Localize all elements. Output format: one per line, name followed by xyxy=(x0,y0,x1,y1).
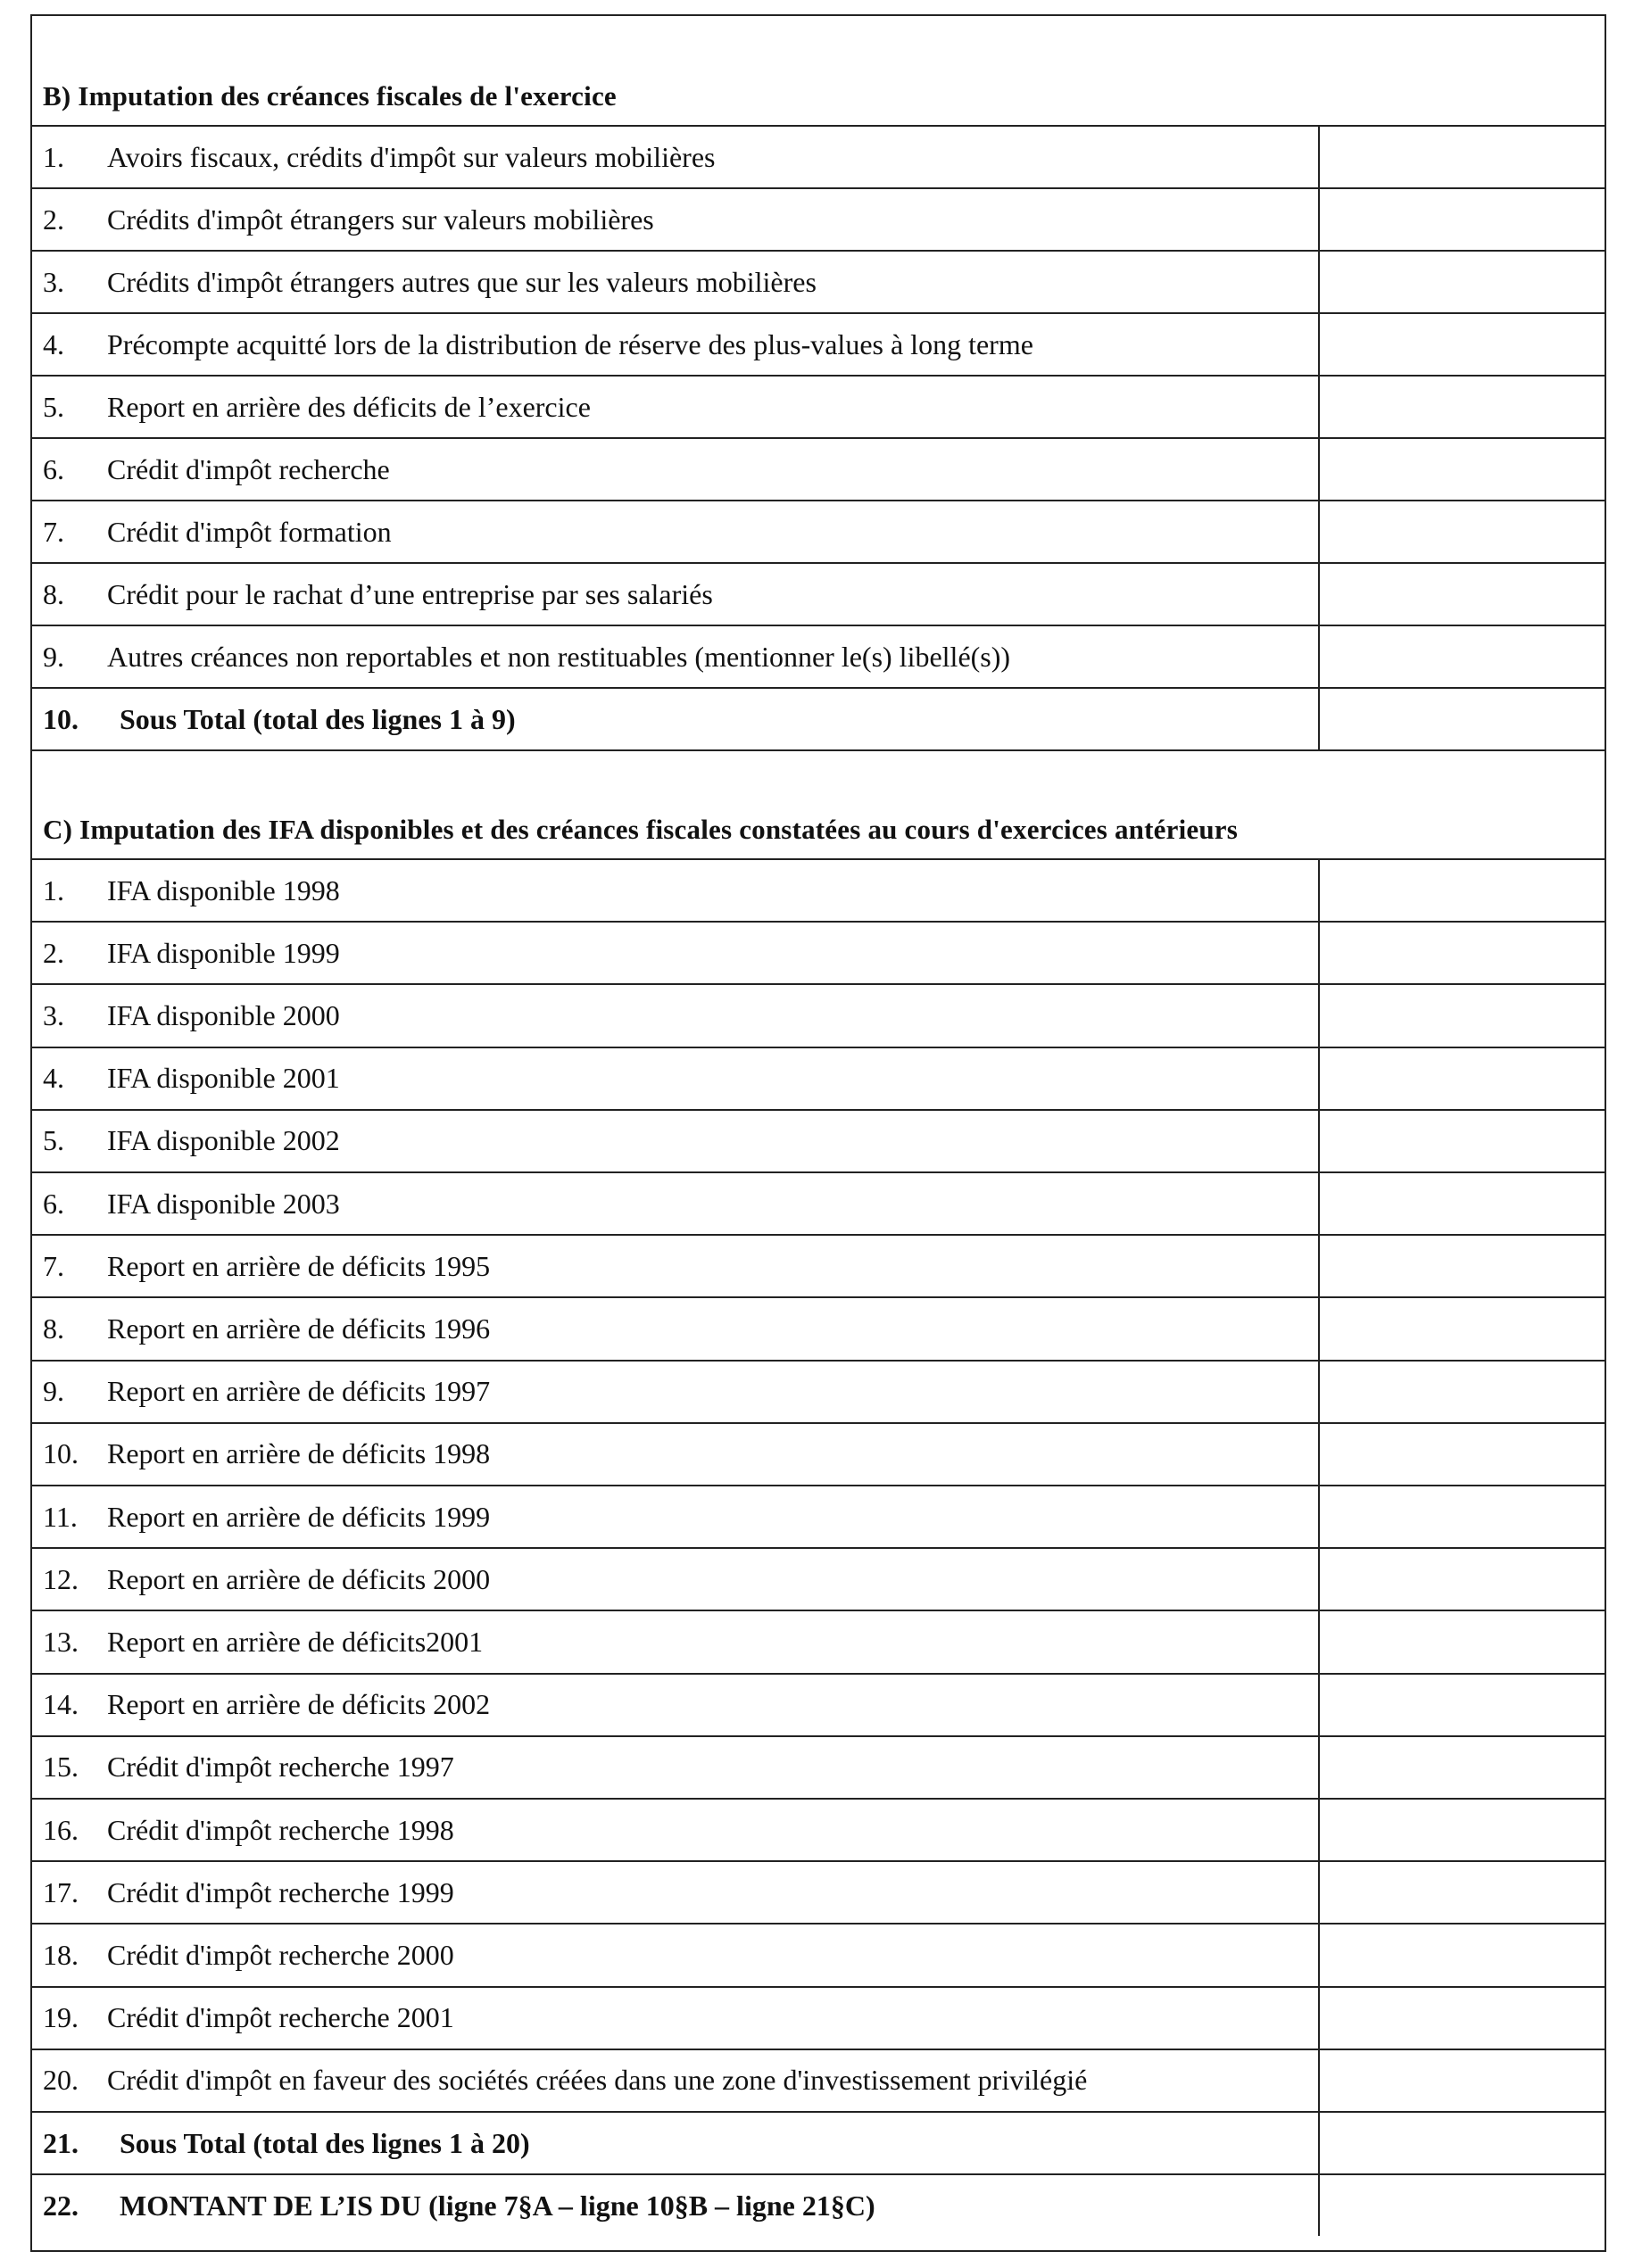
row-label xyxy=(32,439,1318,500)
amount-cell[interactable] xyxy=(1318,1862,1605,1923)
amount-cell[interactable] xyxy=(1318,314,1605,375)
amount-cell[interactable] xyxy=(1318,252,1605,312)
amount-cell[interactable] xyxy=(1318,1988,1605,2049)
row-number: 1. xyxy=(43,140,64,173)
total-row xyxy=(32,687,1605,749)
row-label xyxy=(32,689,1318,749)
row-label xyxy=(32,985,1318,1046)
table-row xyxy=(32,1360,1605,1422)
amount-cell[interactable] xyxy=(1318,626,1605,687)
table-row xyxy=(32,250,1605,312)
table-row xyxy=(32,1798,1605,1860)
row-text: Report en arrière des déficits de l’exercice xyxy=(107,390,591,423)
amount-cell[interactable] xyxy=(1318,1549,1605,1610)
row-text: Crédit d'impôt recherche 1998 xyxy=(107,1813,454,1846)
row-label xyxy=(32,1048,1318,1109)
row-text: Crédit pour le rachat d’une entreprise par ses salariés xyxy=(107,577,713,610)
row-text: Crédit d'impôt recherche 2001 xyxy=(107,2001,454,2034)
row-number: 11. xyxy=(43,1500,78,1533)
table-row xyxy=(32,1109,1605,1171)
table-row xyxy=(32,1610,1605,1672)
row-text: IFA disponible 2000 xyxy=(107,998,340,1031)
amount-cell[interactable] xyxy=(1318,2175,1605,2236)
row-label xyxy=(32,1800,1318,1860)
row-number: 17. xyxy=(43,1875,79,1908)
row-number: 13. xyxy=(43,1625,79,1658)
row-number: 7. xyxy=(43,1249,64,1282)
row-text: Report en arrière de déficits2001 xyxy=(107,1625,484,1658)
amount-cell[interactable] xyxy=(1318,1675,1605,1735)
row-number: 6. xyxy=(43,452,64,485)
row-number: 10. xyxy=(43,702,79,735)
row-number: 2. xyxy=(43,203,64,236)
row-text: MONTANT DE L’IS DU (ligne 7§A – ligne 10§B – ligne 21§C) xyxy=(120,2189,875,2222)
row-text: Report en arrière de déficits 1996 xyxy=(107,1312,491,1345)
row-text: IFA disponible 2002 xyxy=(107,1124,340,1157)
row-label xyxy=(32,626,1318,687)
row-label xyxy=(32,1424,1318,1485)
table-row xyxy=(32,312,1605,375)
row-number: 3. xyxy=(43,998,64,1031)
row-text: Report en arrière de déficits 1997 xyxy=(107,1375,491,1408)
table-row xyxy=(32,1171,1605,1234)
row-text: IFA disponible 1998 xyxy=(107,873,340,906)
row-label xyxy=(32,1486,1318,1547)
row-label xyxy=(32,1173,1318,1234)
amount-cell[interactable] xyxy=(1318,1800,1605,1860)
row-text: Avoirs fiscaux, crédits d'impôt sur valeurs mobilières xyxy=(107,140,716,173)
amount-cell[interactable] xyxy=(1318,501,1605,562)
table-row xyxy=(32,500,1605,562)
row-number: 8. xyxy=(43,577,64,610)
row-label xyxy=(32,1236,1318,1296)
amount-cell[interactable] xyxy=(1318,860,1605,921)
row-number: 8. xyxy=(43,1312,64,1345)
table-row xyxy=(32,1735,1605,1798)
row-text: Autres créances non reportables et non restituables (mentionner le(s) libellé(s)) xyxy=(107,640,1011,673)
total-row xyxy=(32,2173,1605,2236)
table-row xyxy=(32,1234,1605,1296)
row-text: Sous Total (total des lignes 1 à 20) xyxy=(120,2126,530,2159)
row-label xyxy=(32,2113,1318,2173)
amount-cell[interactable] xyxy=(1318,1048,1605,1109)
amount-cell[interactable] xyxy=(1318,189,1605,250)
row-label xyxy=(32,377,1318,437)
row-label xyxy=(32,501,1318,562)
row-text: Crédits d'impôt étrangers autres que sur les valeurs mobilières xyxy=(107,265,817,298)
row-label xyxy=(32,1737,1318,1798)
row-text: Report en arrière de déficits 1999 xyxy=(107,1500,491,1533)
section-c-title: C) Imputation des IFA disponibles et des créances fiscales constatées au cours d'exercices antérieurs xyxy=(43,814,1239,845)
row-number: 14. xyxy=(43,1688,79,1721)
table-row xyxy=(32,1673,1605,1735)
amount-cell[interactable] xyxy=(1318,2113,1605,2173)
row-label xyxy=(32,2175,1318,2236)
row-text: Crédit d'impôt recherche 1999 xyxy=(107,1875,454,1908)
row-label xyxy=(32,1611,1318,1672)
row-number: 7. xyxy=(43,515,64,548)
amount-cell[interactable] xyxy=(1318,1486,1605,1547)
table-row xyxy=(32,375,1605,437)
row-text: Report en arrière de déficits 2002 xyxy=(107,1688,491,1721)
amount-cell[interactable] xyxy=(1318,1611,1605,1672)
amount-cell[interactable] xyxy=(1318,1173,1605,1234)
amount-cell[interactable] xyxy=(1318,1298,1605,1359)
section-b-title: B) Imputation des créances fiscales de l'exercice xyxy=(43,80,617,112)
table-row xyxy=(32,1047,1605,1109)
row-number: 10. xyxy=(43,1437,79,1470)
table-row xyxy=(32,921,1605,983)
amount-cell[interactable] xyxy=(1318,564,1605,625)
row-label xyxy=(32,252,1318,312)
row-text: Crédit d'impôt recherche 1997 xyxy=(107,1751,454,1784)
table-row xyxy=(32,1860,1605,1923)
row-number: 5. xyxy=(43,390,64,423)
amount-cell[interactable] xyxy=(1318,127,1605,187)
row-number: 9. xyxy=(43,640,64,673)
total-row xyxy=(32,2111,1605,2173)
row-text: IFA disponible 1999 xyxy=(107,936,340,969)
row-label xyxy=(32,1362,1318,1422)
row-text: Crédit d'impôt recherche 2000 xyxy=(107,1938,454,1971)
row-number: 21. xyxy=(43,2126,79,2159)
table-row xyxy=(32,1296,1605,1359)
row-number: 6. xyxy=(43,1187,64,1220)
row-label xyxy=(32,189,1318,250)
row-label xyxy=(32,1862,1318,1923)
row-number: 15. xyxy=(43,1751,79,1784)
row-text: IFA disponible 2003 xyxy=(107,1187,340,1220)
amount-cell[interactable] xyxy=(1318,1924,1605,1985)
row-text: Crédit d'impôt en faveur des sociétés créées dans une zone d'investissement privilégié xyxy=(107,2064,1088,2097)
amount-cell[interactable] xyxy=(1318,1362,1605,1422)
row-label xyxy=(32,1298,1318,1359)
row-label xyxy=(32,2050,1318,2111)
row-number: 20. xyxy=(43,2064,79,2097)
row-number: 22. xyxy=(43,2189,79,2222)
row-number: 4. xyxy=(43,1062,64,1095)
tax-form xyxy=(30,14,1606,2252)
table-row xyxy=(32,562,1605,625)
row-label xyxy=(32,860,1318,921)
row-label xyxy=(32,923,1318,983)
table-row xyxy=(32,2049,1605,2111)
row-number: 5. xyxy=(43,1124,64,1157)
row-text: Crédits d'impôt étrangers sur valeurs mobilières xyxy=(107,203,654,236)
row-number: 1. xyxy=(43,873,64,906)
amount-cell[interactable] xyxy=(1318,689,1605,749)
row-label xyxy=(32,564,1318,625)
amount-cell[interactable] xyxy=(1318,377,1605,437)
amount-cell[interactable] xyxy=(1318,985,1605,1046)
amount-cell[interactable] xyxy=(1318,1236,1605,1296)
table-row xyxy=(32,125,1605,187)
row-number: 18. xyxy=(43,1938,79,1971)
amount-cell[interactable] xyxy=(1318,1424,1605,1485)
table-row xyxy=(32,437,1605,500)
row-number: 3. xyxy=(43,265,64,298)
row-label xyxy=(32,314,1318,375)
table-row xyxy=(32,983,1605,1046)
row-label xyxy=(32,1111,1318,1171)
row-number: 12. xyxy=(43,1562,79,1595)
row-number: 16. xyxy=(43,1813,79,1846)
table-row xyxy=(32,1485,1605,1547)
table-row xyxy=(32,1547,1605,1610)
row-label xyxy=(32,127,1318,187)
row-number: 19. xyxy=(43,2001,79,2034)
table-row xyxy=(32,187,1605,250)
row-text: Report en arrière de déficits 1998 xyxy=(107,1437,491,1470)
row-text: Précompte acquitté lors de la distribution de réserve des plus-values à long terme xyxy=(107,327,1033,360)
row-text: Report en arrière de déficits 1995 xyxy=(107,1249,491,1282)
amount-cell[interactable] xyxy=(1318,2050,1605,2111)
row-number: 9. xyxy=(43,1375,64,1408)
row-text: IFA disponible 2001 xyxy=(107,1062,340,1095)
table-row xyxy=(32,1986,1605,2049)
row-label xyxy=(32,1924,1318,1985)
row-number: 2. xyxy=(43,936,64,969)
table-row xyxy=(32,858,1605,921)
row-label xyxy=(32,1988,1318,2049)
amount-cell[interactable] xyxy=(1318,923,1605,983)
row-text: Report en arrière de déficits 2000 xyxy=(107,1562,491,1595)
row-label xyxy=(32,1549,1318,1610)
table-row xyxy=(32,1422,1605,1485)
row-label xyxy=(32,1675,1318,1735)
row-text: Crédit d'impôt formation xyxy=(107,515,392,548)
amount-cell[interactable] xyxy=(1318,1111,1605,1171)
row-number: 4. xyxy=(43,327,64,360)
amount-cell[interactable] xyxy=(1318,439,1605,500)
amount-cell[interactable] xyxy=(1318,1737,1605,1798)
row-text: Sous Total (total des lignes 1 à 9) xyxy=(120,702,516,735)
table-row xyxy=(32,1923,1605,1985)
row-text: Crédit d'impôt recherche xyxy=(107,452,390,485)
table-row xyxy=(32,625,1605,687)
